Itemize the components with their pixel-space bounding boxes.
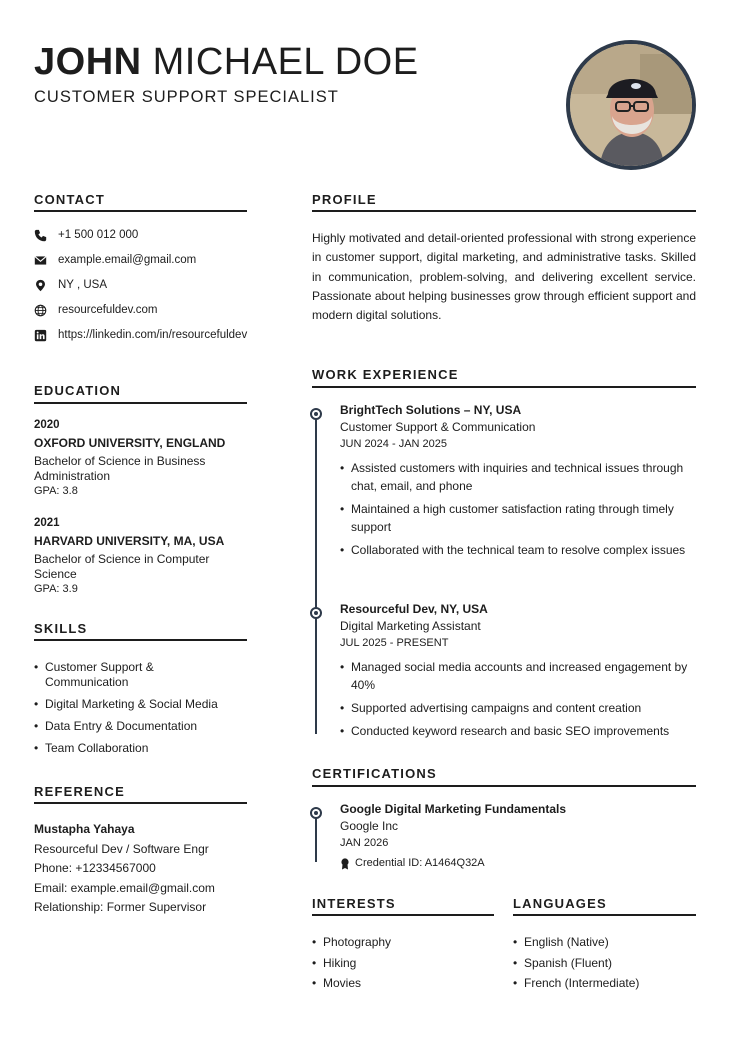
education-school: OXFORD UNIVERSITY, ENGLAND (34, 436, 226, 450)
last-names: MICHAEL DOE (152, 41, 419, 83)
job-company: BrightTech Solutions – NY, USA (340, 403, 522, 417)
reference-block (34, 820, 215, 918)
languages-divider (513, 914, 696, 916)
contact-linkedin (34, 328, 248, 343)
interest-item: • Hiking (312, 956, 492, 971)
education-gpa: GPA: 3.8 (34, 485, 78, 497)
portrait-image (570, 44, 692, 166)
education-year: 2021 (34, 517, 60, 529)
skill-item: • Data Entry & Documentation (34, 719, 234, 734)
job-dates: JUN 2024 - JAN 2025 (340, 438, 447, 450)
linkedin-text[interactable]: https://linkedin.com/in/resourcefuldev (58, 329, 248, 341)
certification-date: JAN 2026 (340, 837, 389, 849)
globe-icon (34, 304, 47, 317)
profile-section-title: PROFILE (312, 192, 377, 207)
job-company: Resourceful Dev, NY, USA (340, 602, 488, 616)
contact-website (34, 303, 248, 318)
education-degree: Bachelor of Science in Computer Science (34, 552, 210, 581)
timeline-dot (310, 408, 322, 420)
job-bullet: • Managed social media accounts and increased engagement by 40% (340, 658, 698, 694)
contact-divider (34, 210, 247, 212)
job-role: Digital Marketing Assistant (340, 619, 481, 633)
language-item: • French (Intermediate) (513, 976, 696, 991)
reference-section-title: REFERENCE (34, 784, 125, 799)
profile-summary: Highly motivated and detail-oriented professional with strong experience in customer support, digital marketing, and administrative tasks. Skilled in communication, problem-solving, and delivering excellent service. Passionate about helping businesses grow through efficient support and modern digital solutions. (312, 231, 696, 323)
cert-timeline-line (315, 812, 317, 862)
education-entry-oxford (34, 418, 249, 499)
linkedin-icon (34, 329, 47, 342)
interests-section-title: INTERESTS (312, 896, 396, 911)
timeline-dot (310, 607, 322, 619)
certification-issuer: Google Inc (340, 819, 399, 833)
skills-list (34, 660, 234, 756)
profile-photo (566, 40, 696, 170)
reference-divider (34, 802, 247, 804)
job-bullet: • Maintained a high customer satisfaction rating through timely support (340, 500, 698, 536)
certification-entry (340, 801, 566, 872)
language-item: • English (Native) (513, 935, 696, 950)
job-bullet: • Supported advertising campaigns and content creation (340, 699, 698, 717)
certifications-divider (312, 785, 696, 787)
education-section-title: EDUCATION (34, 383, 122, 398)
work-timeline-line (315, 414, 317, 734)
job-bullet: • Assisted customers with inquiries and technical issues through chat, email, and phone (340, 459, 698, 495)
education-degree: Bachelor of Science in Business Administration (34, 454, 206, 483)
email-text[interactable]: example.email@gmail.com (58, 254, 197, 266)
languages-list (513, 935, 696, 991)
contact-email (34, 253, 248, 268)
reference-email: Email: example.email@gmail.com (34, 880, 215, 895)
job-bullet: • Conducted keyword research and basic SEO improvements (340, 722, 698, 740)
website-text[interactable]: resourcefuldev.com (58, 304, 158, 316)
job-title: CUSTOMER SUPPORT SPECIALIST (34, 88, 339, 106)
job-role: Customer Support & Communication (340, 420, 536, 434)
job-dates: JUL 2025 - PRESENT (340, 637, 449, 649)
email-icon (34, 254, 47, 267)
reference-name: Mustapha Yahaya (34, 822, 135, 836)
credential-id: Credential ID: A1464Q32A (355, 857, 485, 869)
education-gpa: GPA: 3.9 (34, 583, 78, 595)
interests-divider (312, 914, 494, 916)
certification-credential (340, 855, 566, 872)
contact-phone (34, 228, 248, 243)
skill-item: • Customer Support & Communication (34, 660, 234, 690)
award-ribbon-icon (340, 858, 350, 870)
location-text: NY , USA (58, 279, 107, 291)
education-year: 2020 (34, 419, 60, 431)
contact-section-title: CONTACT (34, 192, 105, 207)
location-pin-icon (34, 279, 47, 292)
interests-list (312, 935, 492, 991)
certifications-section-title: CERTIFICATIONS (312, 766, 437, 781)
skill-item: • Team Collaboration (34, 741, 234, 756)
job-bullets (340, 658, 698, 740)
profile-divider (312, 210, 696, 212)
interest-item: • Photography (312, 935, 492, 950)
phone-text: +1 500 012 000 (58, 229, 139, 241)
education-divider (34, 402, 247, 404)
skills-section-title: SKILLS (34, 621, 88, 636)
timeline-dot (310, 807, 322, 819)
job-entry-resourceful (340, 601, 698, 745)
contact-location (34, 278, 248, 293)
reference-role: Resourceful Dev / Software Engr (34, 841, 209, 856)
reference-relationship: Relationship: Former Supervisor (34, 900, 207, 914)
phone-icon (34, 229, 47, 242)
job-bullets (340, 459, 698, 559)
skill-item: • Digital Marketing & Social Media (34, 697, 234, 712)
reference-phone: Phone: +12334567000 (34, 861, 156, 875)
first-name: JOHN (34, 41, 142, 83)
language-item: • Spanish (Fluent) (513, 956, 696, 971)
work-section-title: WORK EXPERIENCE (312, 367, 459, 382)
education-entry-harvard (34, 516, 249, 597)
full-name (34, 40, 419, 84)
job-entry-brighttech (340, 402, 698, 564)
work-divider (312, 386, 696, 388)
job-bullet: • Collaborated with the technical team to resolve complex issues (340, 541, 698, 559)
languages-section-title: LANGUAGES (513, 896, 607, 911)
education-school: HARVARD UNIVERSITY, MA, USA (34, 534, 225, 548)
interest-item: • Movies (312, 976, 492, 991)
certification-name: Google Digital Marketing Fundamentals (340, 802, 567, 816)
skills-divider (34, 639, 247, 641)
